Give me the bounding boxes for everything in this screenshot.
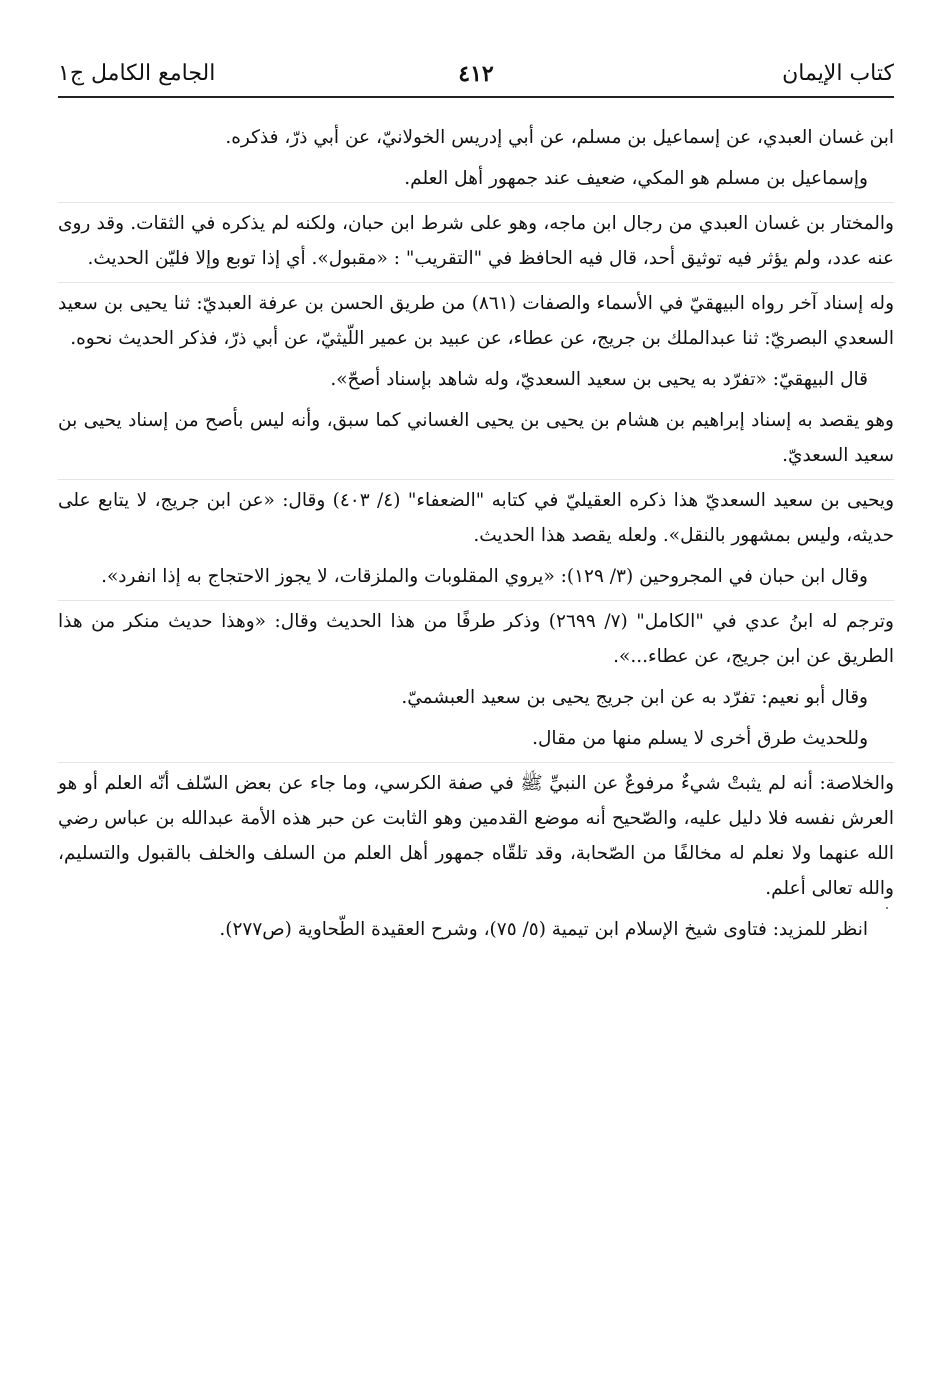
paragraph: وقال أبو نعيم: تفرّد به عن ابن جريج يحيى بن سعيد العبشميّ. (401, 687, 868, 708)
paragraph: قال البيهقيّ: «تفرّد به يحيى بن سعيد السعديّ، وله شاهد بإسناد أصحّ». (330, 369, 868, 390)
paragraph: وهو يقصد به إسناد إبراهيم بن هشام بن يحيى بن يحيى الغساني كما سبق، وأنه ليس بأصح من إسناد يحيى بن سعيد السعديّ. (58, 410, 894, 466)
paragraph: ويحيى بن سعيد السعديّ هذا ذكره العقيليّ في كتابه "الضعفاء" (٤/ ٤٠٣) وقال: «عن ابن جريج، لا يتابع على حديثه، وليس بمشهور بالنقل». ولعله يقصد هذا الحديث. (58, 479, 894, 553)
paragraph: وله إسناد آخر رواه البيهقيّ في الأسماء والصفات (٨٦١) من طريق الحسن بن عرفة العبديّ: ثنا يحيى بن سعيد السعدي البصريّ: ثنا عبدالملك بن جريج، عن عطاء، عن عبيد بن عمير اللّيثيّ، عن أبي ذرّ، فذكر الحديث نحوه. (58, 282, 894, 356)
paragraph-continuation: ابن غسان العبدي، عن إسماعيل بن مسلم، عن أبي إدريس الخولانيّ، عن أبي ذرّ، فذكره. (225, 127, 894, 148)
page-header (58, 52, 894, 98)
margin-mark (886, 907, 888, 909)
document-page (58, 52, 894, 1332)
paragraph: والمختار بن غسان العبدي من رجال ابن ماجه، وهو على شرط ابن حبان، ولكنه لم يذكره في الثقات. وقد روى عنه عدد، ولم يؤثر فيه توثيق أحد، قال فيه الحافظ في "التقريب" : «مقبول». أي إذا توبع وإلا فليّن الحديث. (58, 202, 894, 276)
paragraph-references: انظر للمزيد: فتاوى شيخ الإسلام ابن تيمية (٥/ ٧٥)، وشرح العقيدة الطّحاوية (ص٢٧٧). (219, 919, 868, 940)
page-body (58, 120, 894, 947)
paragraph: وترجم له ابنُ عدي في "الكامل" (٧/ ٢٦٩٩) وذكر طرفًا من هذا الحديث وقال: «وهذا حديث منكر من هذا الطريق عن ابن جريج، عن عطاء...». (58, 600, 894, 674)
paragraph-conclusion: والخلاصة: أنه لم يثبتْ شيءٌ مرفوعٌ عن النبيِّ ﷺ في صفة الكرسي، وما جاء عن بعض السّلف أنّه العلم أو هو العرش نفسه فلا دليل عليه، والصّحيح أنه موضع القدمين وهو الثابت عن حبر هذه الأمة عبدالله بن عباس رضي الله عنهما ولا نعلم له مخالفًا من الصّحابة، وقد تلقّاه جمهور أهل العلم من السلف والخلف بالقبول والتسليم، والله تعالى أعلم. (58, 762, 894, 906)
paragraph: وإسماعيل بن مسلم هو المكي، ضعيف عند جمهور أهل العلم. (404, 168, 868, 189)
page-number: ٤١٢ (458, 61, 494, 87)
paragraph: وقال ابن حبان في المجروحين (٣/ ١٢٩): «يروي المقلوبات والملزقات، لا يجوز الاحتجاج به إذا انفرد». (101, 566, 868, 587)
running-title: الجامع الكامل ج١ (58, 61, 216, 86)
book-title: كتاب الإيمان (782, 61, 894, 86)
paragraph: وللحديث طرق أخرى لا يسلم منها من مقال. (532, 728, 868, 749)
